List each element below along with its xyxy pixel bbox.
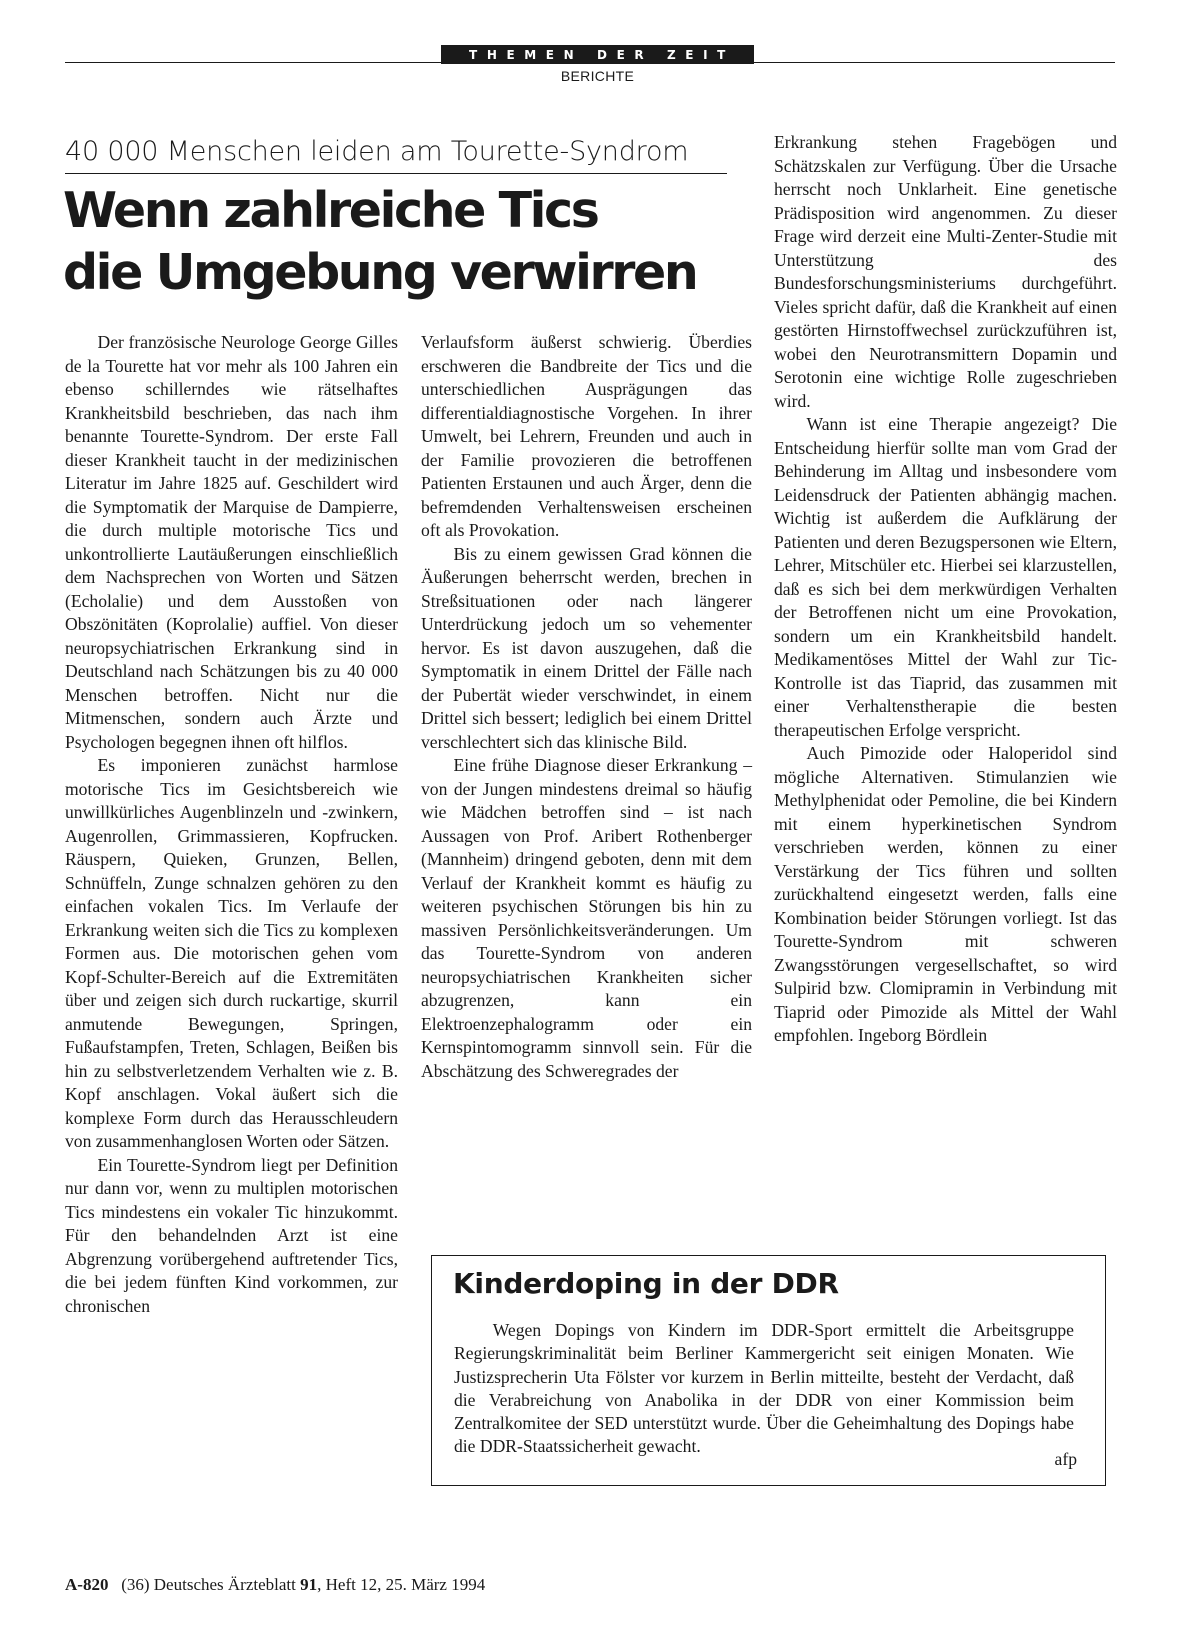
news-box-text: [454, 1319, 1074, 1459]
paragraph: Wann ist eine Therapie angezeigt? Die Entscheidung hierfür sollte man vom Grad der Behinderung im Alltag und insbesondere vom Leidensdruck der Patienten abhängig machen. Wichtig ist außerdem die Aufklärung der Patienten und deren Bezugspersonen wie Eltern, Lehrer, Mitschüler etc. Hierbei sei klarzustellen, daß es sich bei dem merkwürdigen Verhalten der Betroffenen nicht um eine Provokation, sondern um ein Krankheitsbild handelt. Medikamentöses Mittel der Wahl zur Tic-Kontrolle ist das Tiaprid, das zusammen mit einer Verhaltenstherapie die besten therapeutischen Erfolge verspricht.: [774, 414, 1117, 740]
journal-volume: 91: [300, 1575, 318, 1594]
article-column-1: [65, 331, 398, 1318]
page-local: (36): [121, 1575, 150, 1594]
page-footer: [65, 1575, 485, 1595]
kicker-rule: [65, 173, 727, 174]
subsection-label: BERICHTE: [560, 68, 635, 84]
paragraph: Es imponieren zunächst harmlose motorische Tics im Gesichtsbereich wie unwillkürliches Augenblinzeln und -zwinkern, Augenrollen, Grimmassieren, Kopfrucken. Räuspern, Quieken, Grunzen, Bellen, Schnüffeln, Zunge schnalzen gehören zu den einfachen vokalen Tics. Im Verlaufe der Erkrankung weiten sich die Tics zu komplexen Formen aus. Die motorischen gehen vom Kopf-Schulter-Bereich auf die Extremitäten über und zeigen sich durch ruckartige, skurril anmutende Bewegungen, Springen, Fußaufstampfen, Treten, Schlagen, Beißen bis hin zu selbstverletzendem Verhalten wie z. B. Kopf anschlagen. Vokal äußert sich die komplexe Form durch das Herausschleudern von zusammenhanglosen Worten oder Sätzen.: [65, 755, 398, 1151]
paragraph: Ein Tourette-Syndrom liegt per Definition nur dann vor, wenn zu multiplen motorischen Tics mindestens ein vokaler Tic hinzukommt. Für den behandelnden Arzt ist eine Abgrenzung vorübergehend auftretender Tics, die bei jedem fünften Kind vorkommen, zur chronischen: [65, 1154, 398, 1316]
news-box-title: Kinderdoping in der DDR: [453, 1267, 839, 1300]
journal-name: Deutsches Ärzteblatt: [153, 1575, 296, 1594]
article-column-3: [774, 131, 1117, 1048]
paragraph: Verlaufsform äußerst schwierig. Überdies erschweren die Bandbreite der Tics und die unterschiedlichen Ausprägungen das differentialdiagnostische Vorgehen. In ihrer Umwelt, bei Lehrern, Freunden und auch in der Familie provozieren die betroffenen Patienten Erstaunen und auch Ärger, denn die befremdenden Verhaltensweisen erscheinen oft als Provokation.: [421, 332, 752, 540]
paragraph: Der französische Neurologe George Gilles de la Tourette hat vor mehr als 100 Jahren ein ebenso schillerndes wie rätselhaftes Krankheitsbild beschrieben, das nach ihm benannte Tourette-Syndrom. Der erste Fall dieser Krankheit taucht in der medizinischen Literatur im Jahre 1825 auf. Geschildert wird die Symptomatik der Marquise de Dampierre, die durch multiple motorische Tics und unkontrollierte Lautäußerungen einschließlich dem Nachsprechen von Worten und Sätzen (Echolalie) und dem Ausstoßen von Obszönitäten (Koprolalie) auffiel. Von dieser neuropsychiatrischen Erkrankung sind in Deutschland nach Schätzungen bis zu 40 000 Menschen betroffen. Nicht nur die Mitmenschen, sondern auch Ärzte und Psychologen begegnen ihnen oft hilflos.: [65, 332, 398, 752]
page-number: A-820: [65, 1575, 109, 1594]
article-headline: Wenn zahlreiche Tics die Umgebung verwirren: [63, 182, 697, 301]
paragraph: Eine frühe Diagnose dieser Erkrankung – von der Jungen mindestens dreimal so häufig wie Mädchen betroffen sind – ist nach Aussagen von Prof. Aribert Rothenberger (Mannheim) dringend geboten, denn mit dem Verlauf der Krankheit kommt es häufig zu weiteren psychischen Störungen bis hin zu massiven Persönlichkeitsveränderungen. Um das Tourette-Syndrom von anderen neuropsychiatrischen Krankheiten sicher abzugrenzen, kann ein Elektroenzephalogramm oder ein Kernspintomogramm sinnvoll sein. Für die Abschätzung des Schweregrades der: [421, 755, 752, 1081]
paragraph: Bis zu einem gewissen Grad können die Äußerungen beherrscht werden, brechen in Streßsituationen oder nach längerer Unterdrückung jedoch um so vehementer hervor. Es ist davon auszugehen, daß die Symptomatik in einem Drittel der Fälle nach der Pubertät wieder verschwindet, in einem Drittel sich bessert; lediglich bei einem Drittel verschlechtert sich das klinische Bild.: [421, 543, 752, 752]
paragraph: Wegen Dopings von Kindern im DDR-Sport ermittelt die Arbeitsgruppe Regierungskriminalität beim Berliner Kammergericht seit einigen Monaten. Wie Justizsprecherin Uta Fölster vor kurzem in Berlin mitteilte, besteht der Verdacht, daß die Verabreichung von Anabolika in der DDR von einer Kommission beim Zentralkomitee der SED unterstützt wurde. Über die Geheimhaltung des Dopings habe die DDR-Staatssicherheit gewacht.: [454, 1320, 1074, 1457]
news-box: [431, 1255, 1106, 1486]
author-signature: Ingeborg Bördlein: [858, 1025, 988, 1045]
section-label: THEMEN DER ZEIT: [441, 45, 754, 64]
paragraph-text: Auch Pimozide oder Haloperidol sind mögliche Alternativen. Stimulanzien wie Methylphenidat oder Pemoline, die bei Kindern mit einem hyperkinetischen Syndrom verschrieben werden, können zu einer Verstärkung der Tics führen und sollten zurückhaltend eingesetzt werden, falls eine Kombination beider Störungen vorliegt. Ist das Tourette-Syndrom mit schweren Zwangsstörungen vergesellschaftet, so wird Sulpirid bzw. Clomipramin in Verbindung mit Tiaprid oder Pimozide als Mittel der Wahl empfohlen.: [774, 743, 1117, 1045]
paragraph: [774, 742, 1117, 1048]
article-kicker: 40 000 Menschen leiden am Tourette-Syndrom: [65, 136, 689, 167]
journal-issue: , Heft 12, 25. März 1994: [317, 1575, 486, 1594]
news-box-source: afp: [1054, 1449, 1077, 1469]
paragraph: Erkrankung stehen Fragebögen und Schätzskalen zur Verfügung. Über die Ursache herrscht noch Unklarheit. Eine genetische Prädisposition wird angenommen. Zu dieser Frage wird derzeit eine Multi-Zenter-Studie mit Unterstützung des Bundesforschungsministeriums durchgeführt. Vieles spricht dafür, daß die Krankheit auf einen gestörten Hirnstoffwechsel zurückzuführen ist, wobei den Neurotransmittern Dopamin und Serotonin eine wichtige Rolle zugeschrieben wird.: [774, 132, 1117, 411]
article-column-2: [421, 331, 752, 1083]
